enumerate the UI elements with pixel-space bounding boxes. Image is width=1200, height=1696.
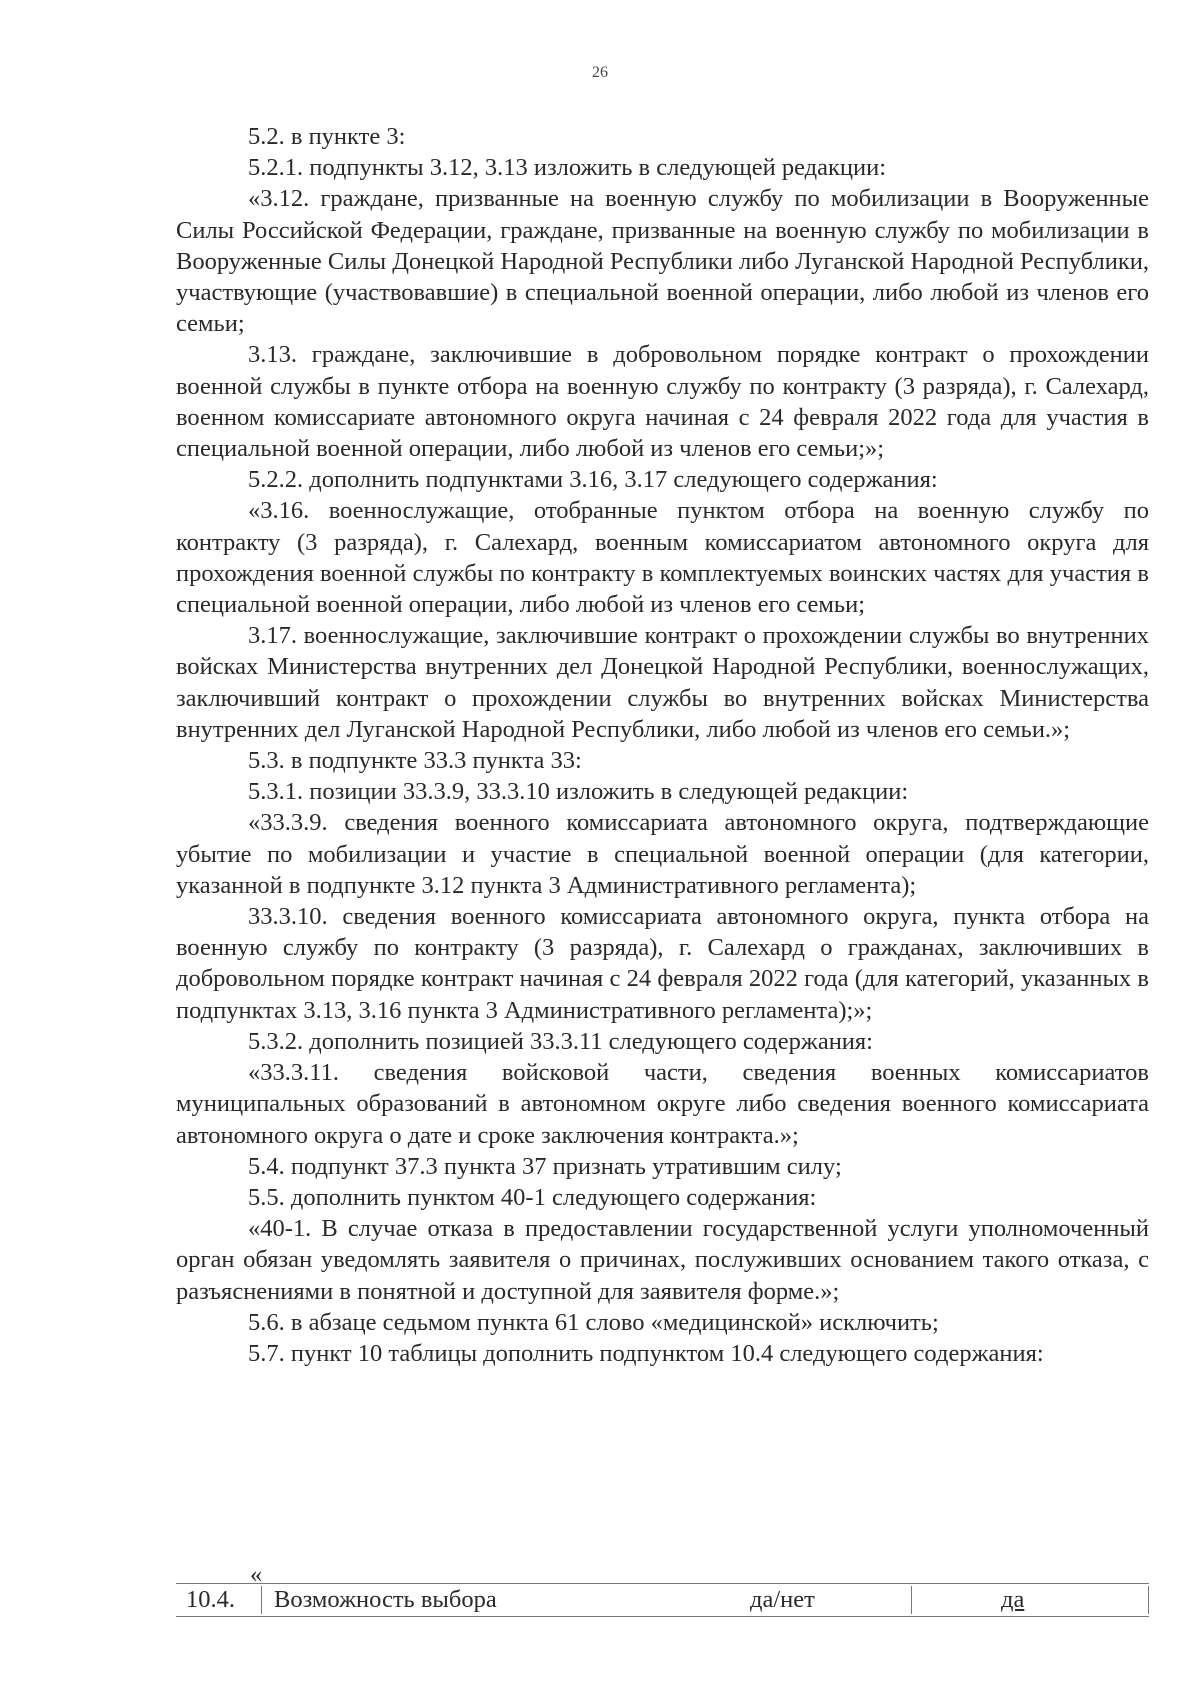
paragraph-5-2-2: 5.2.2. дополнить подпунктами 3.16, 3.17 следующего содержания:	[248, 466, 938, 494]
paragraph-5-3-1: 5.3.1. позиции 33.3.9, 33.3.10 изложить в следующей редакции:	[248, 778, 909, 806]
row-number-cell: 10.4.	[186, 1586, 235, 1613]
row-type-cell: да/нет	[750, 1586, 815, 1613]
opening-quote-mark: «	[250, 1561, 263, 1588]
paragraph-5-2: 5.2. в пункте 3:	[248, 123, 406, 150]
paragraph-40-1: «40-1. В случае отказа в предоставлении государственной услуги уполномоченный орган обязан уведомлять заявителя о причинах, послуживших основанием такого отказа, с разъяснениями в понятной и доступной для заявителя форме.»;	[176, 1215, 1149, 1305]
paragraph-5-2-1: 5.2.1. подпункты 3.12, 3.13 изложить в следующей редакции:	[248, 154, 887, 182]
paragraph-3-13: 3.13. граждане, заключившие в добровольном порядке контракт о прохождении военной службы в пункте отбора на военную службу по контракту (3 разряда), г. Салехард, военном комиссариате автономного округа начиная с 24 февраля 2022 года для участия в специальной военной операции, либо любой из членов его семьи;»;	[176, 341, 1149, 463]
page-number: 26	[592, 64, 608, 81]
paragraph-5-7: 5.7. пункт 10 таблицы дополнить подпунктом 10.4 следующего содержания:	[248, 1339, 1044, 1367]
table-row	[176, 1583, 1149, 1617]
paragraph-33-3-10: 33.3.10. сведения военного комиссариата автономного округа, пункта отбора на военную службу по контракту (3 разряда), г. Салехард о гражданах, заключивших в добровольном порядке контракт начиная с 24 февраля 2022 года (для категорий, указанных в подпунктах 3.13, 3.16 пункта 3 Административного регламента);»;	[176, 903, 1149, 1024]
column-divider	[911, 1586, 912, 1614]
row-value-cell: да	[1001, 1586, 1025, 1613]
paragraph-33-3-9: «33.3.9. сведения военного комиссариата автономного округа, подтверждающие убытие по мобилизации и участие в специальной военной операции (для категории, указанной в подпункте 3.12 пункта 3 Административного регламента);	[176, 809, 1149, 899]
column-divider	[1148, 1586, 1149, 1614]
paragraph-5-3-2: 5.3.2. дополнить позицией 33.3.11 следующего содержания:	[248, 1027, 873, 1055]
paragraph-5-6: 5.6. в абзаце седьмом пункта 61 слово «медицинской» исключить;	[248, 1308, 939, 1336]
column-divider	[261, 1586, 262, 1614]
paragraph-5-4: 5.4. подпункт 37.3 пункта 37 признать утратившим силу;	[248, 1152, 842, 1180]
paragraph-33-3-11: «33.3.11. сведения войсковой части, сведения военных комиссариатов муниципальных образований в автономном округе либо сведения военного комиссариата автономного округа о дате и сроке заключения контракта.»;	[176, 1059, 1149, 1149]
document-body	[176, 121, 1149, 1369]
paragraph-5-5: 5.5. дополнить пунктом 40-1 следующего содержания:	[248, 1183, 817, 1211]
paragraph-3-17: 3.17. военнослужащие, заключившие контракт о прохождении службы во внутренних войсках Министерства внутренних дел Донецкой Народной Республики, военнослужащих, заключивший контракт о прохождении службы во внутренних войсках Министерства внутренних дел Луганской Народной Республики, либо любой из членов его семьи.»;	[176, 622, 1149, 743]
row-name-cell: Возможность выбора	[274, 1586, 497, 1613]
paragraph-3-12: «3.12. граждане, призванные на военную службу по мобилизации в Вооруженные Силы Российской Федерации, граждане, призванные на военную службу по мобилизации в Вооруженные Силы Донецкой Народной Республики либо Луганской Народной Республики, участвующие (участвовавшие) в специальной военной операции, либо любой из членов его семьи;	[176, 185, 1149, 338]
paragraph-3-16: «3.16. военнослужащие, отобранные пунктом отбора на военную службу по контракту (3 разряда), г. Салехард, военным комиссариатом автономного округа для прохождения военной службы по контракту в комплектуемых воинских частях для участия в специальной военной операции, либо любой из членов его семьи;	[176, 497, 1149, 619]
paragraph-5-3: 5.3. в подпункте 33.3 пункта 33:	[248, 747, 582, 775]
